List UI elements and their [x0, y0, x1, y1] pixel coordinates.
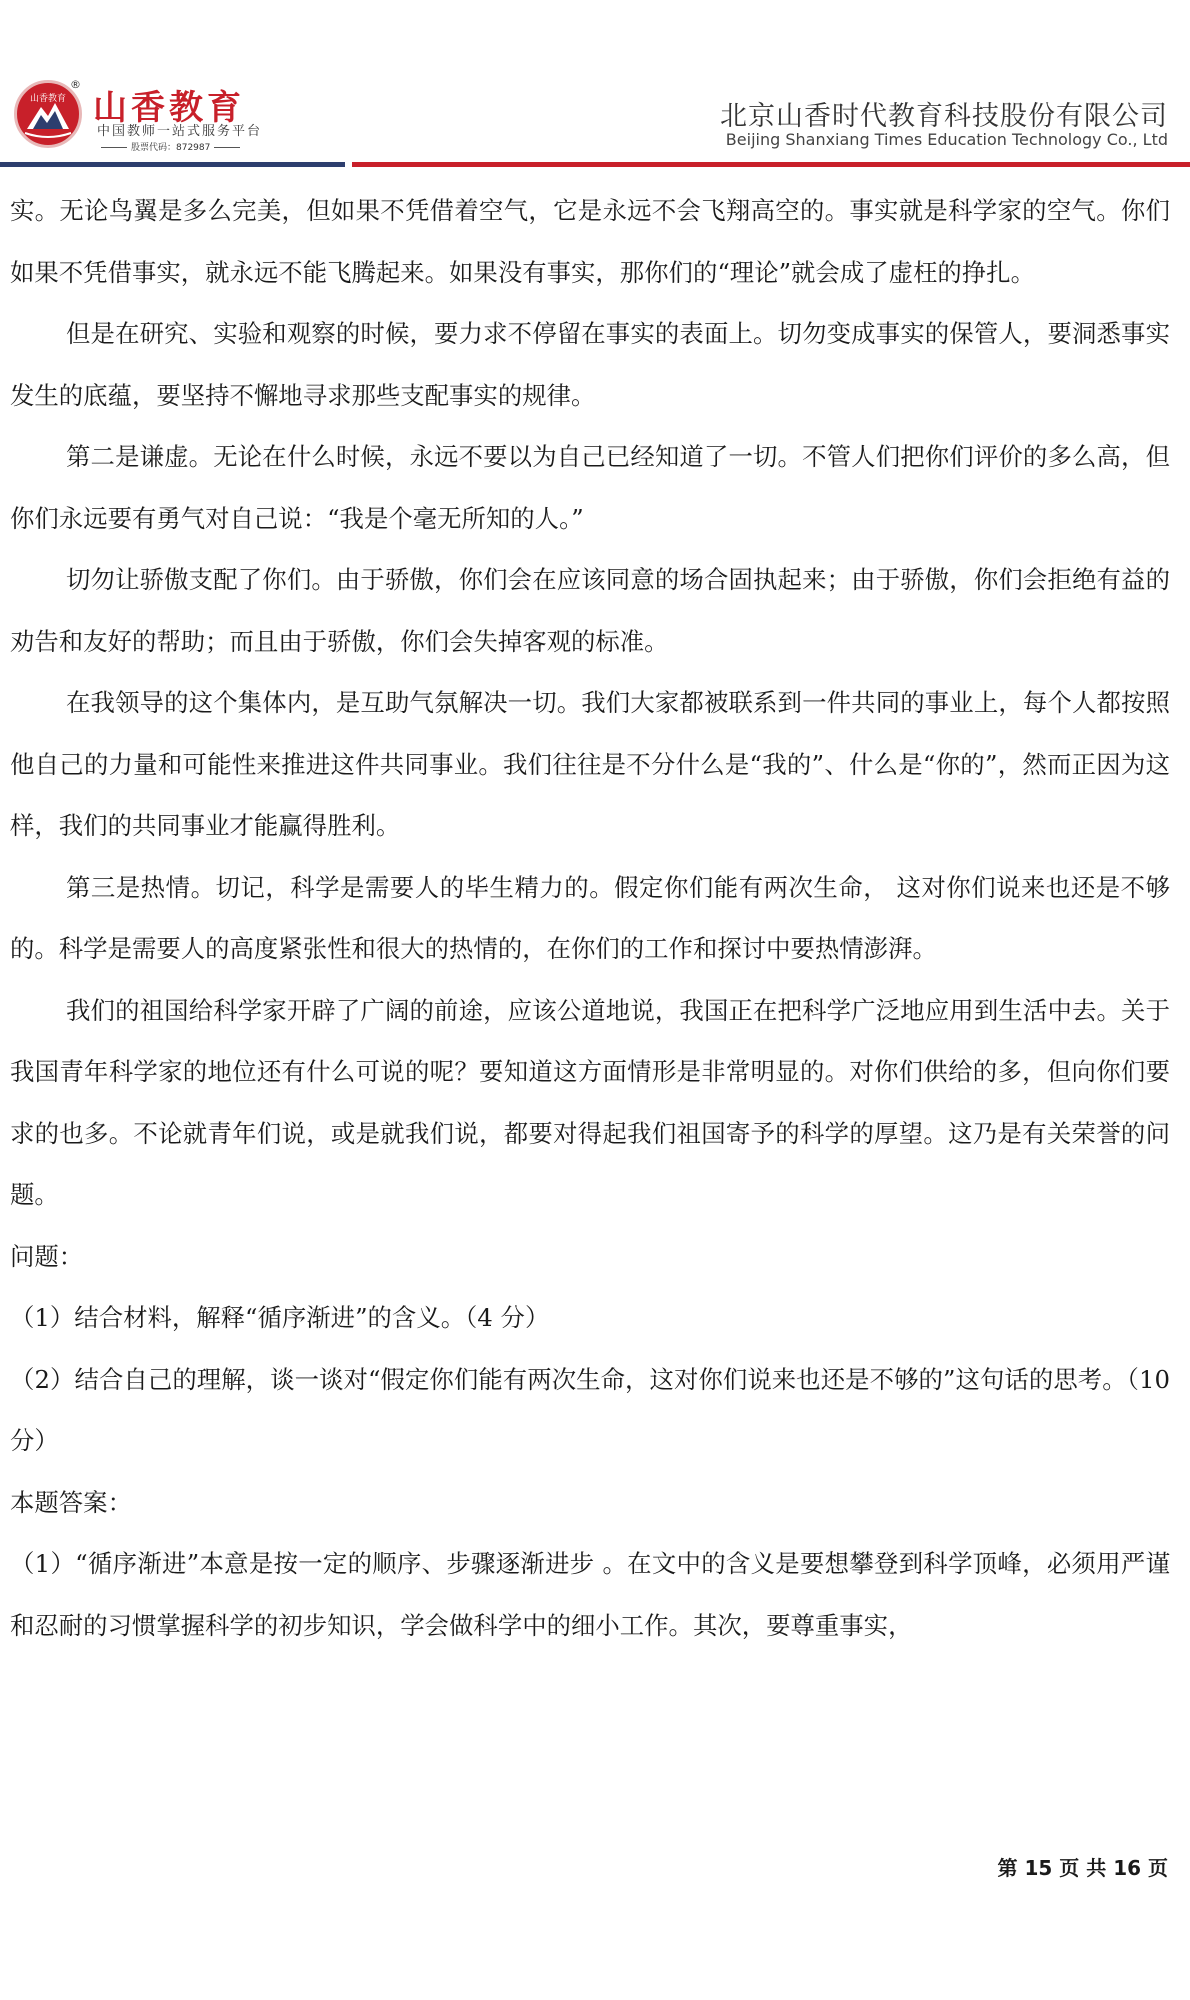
paragraph: 切勿让骄傲支配了你们。由于骄傲，你们会在应该同意的场合固执起来；由于骄傲，你们会拒绝有益的劝告和友好的帮助；而且由于骄傲，你们会失掉客观的标准。	[10, 565, 1170, 656]
question-1: （1）结合材料，解释“循序渐进”的含义。（4 分）	[10, 1303, 550, 1332]
paragraph: 第三是热情。切记，科学是需要人的毕生精力的。假定你们能有两次生命， 这对你们说来也还是不够的。科学是需要人的高度紧张性和很大的热情的，在你们的工作和探讨中要热情澎湃。	[10, 872, 1170, 963]
header-rule-navy	[0, 162, 345, 167]
company-name-cn: 北京山香时代教育科技股份有限公司	[720, 101, 1168, 132]
paragraph: 在我领导的这个集体内，是互助气氛解决一切。我们大家都被联系到一件共同的事业上，每个人都按照他自己的力量和可能性来推进这件共同事业。我们往往是不分什么是“我的”、什么是“你的”，然而正因为这样，我们的共同事业才能赢得胜利。	[10, 688, 1170, 840]
mountain-logo-icon	[17, 83, 79, 145]
paragraph: 实。无论鸟翼是多么完美，但如果不凭借着空气，它是永远不会飞翔高空的。事实就是科学家的空气。你们如果不凭借事实，就永远不能飞腾起来。如果没有事实，那你们的“理论”就会成了虚枉的挣扎。	[10, 196, 1170, 287]
header-rule-red	[352, 162, 1190, 167]
stock-code-text: 股票代码：872987	[131, 143, 211, 153]
question-2: （2）结合自己的理解，谈一谈对“假定你们能有两次生命，这对你们说来也还是不够的”这句话的思考。（10 分）	[10, 1364, 1170, 1455]
paragraph: 但是在研究、实验和观察的时候，要力求不停留在事实的表面上。切勿变成事实的保管人，要洞悉事实发生的底蕴，要坚持不懈地寻求那些支配事实的规律。	[10, 319, 1170, 410]
page-number: 第 15 页 共 16 页	[997, 1856, 1168, 1880]
answer-1: （1）“循序渐进”本意是按一定的顺序、步骤逐渐进步 。在文中的含义是要想攀登到科学顶峰，必须用严谨和忍耐的习惯掌握科学的初步知识，学会做科学中的细小工作。其次，要尊重事实，	[10, 1549, 1170, 1640]
page-header	[0, 0, 1190, 170]
registered-mark: ®	[70, 78, 81, 91]
company-name-en: Beijing Shanxiang Times Education Technology Co., Ltd	[725, 130, 1168, 149]
answer-heading: 本题答案：	[10, 1487, 132, 1517]
question-heading: 问题：	[10, 1241, 84, 1271]
document-body	[10, 180, 1170, 1656]
brand-name: 山香教育	[93, 88, 245, 128]
paragraph: 我们的祖国给科学家开辟了广阔的前途，应该公道地说，我国正在把科学广泛地应用到生活中去。关于我国青年科学家的地位还有什么可说的呢？要知道这方面情形是非常明显的。对你们供给的多，但向你们要求的也多。不论就青年们说，或是就我们说，都要对得起我们祖国寄予的科学的厚望。这乃是有关荣誉的问题。	[10, 995, 1170, 1209]
brand-tagline: 中国教师一站式服务平台	[97, 124, 263, 139]
logo-badge-text: 山香教育	[29, 94, 67, 104]
paragraph: 第二是谦虚。无论在什么时候，永远不要以为自己已经知道了一切。不管人们把你们评价的多么高，但你们永远要有勇气对自己说：“我是个毫无所知的人。”	[10, 442, 1170, 533]
stock-code	[97, 140, 244, 153]
